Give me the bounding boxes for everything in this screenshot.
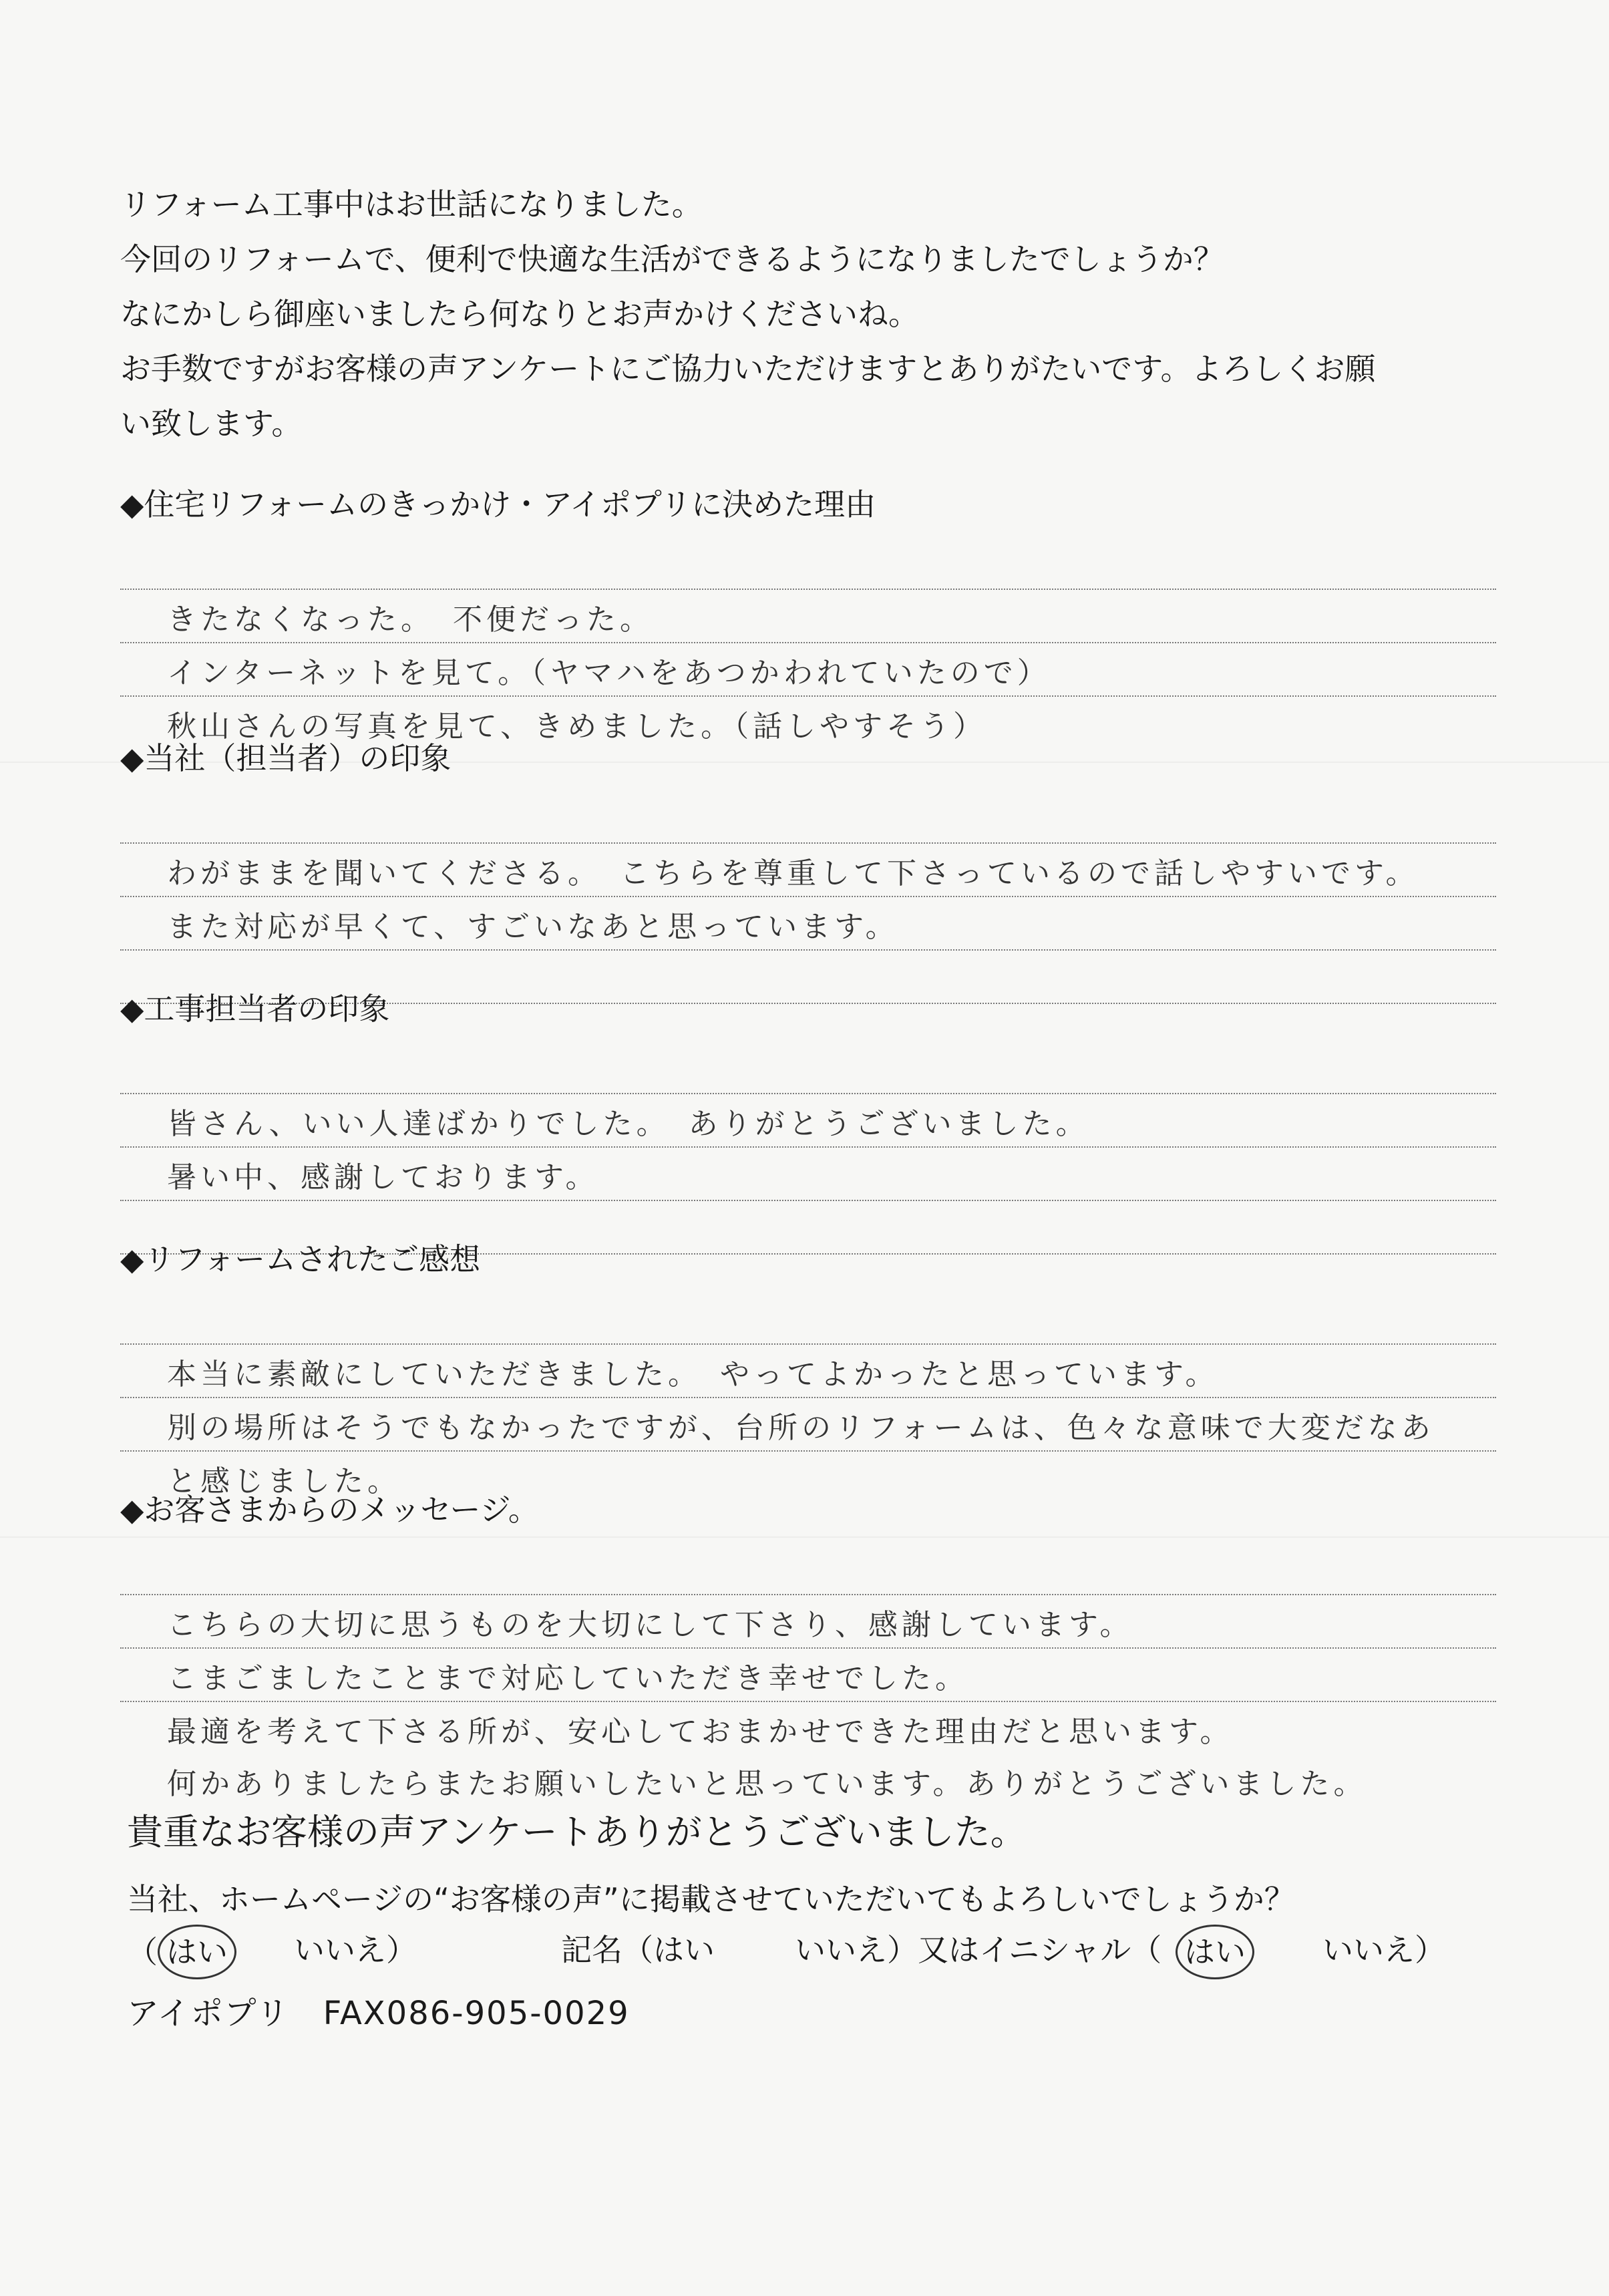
intro-line: い致します。 bbox=[120, 405, 303, 442]
answer-line bbox=[120, 844, 1496, 897]
answer-line bbox=[120, 1754, 1496, 1806]
answer-line bbox=[120, 536, 1496, 590]
answer-line bbox=[120, 1542, 1496, 1595]
intro-text bbox=[120, 177, 1489, 451]
section-reform-thoughts bbox=[120, 1239, 1496, 1504]
publish-no-choice[interactable]: いいえ） bbox=[294, 1932, 417, 1968]
section-heading: ◆リフォームされたご感想 bbox=[120, 1241, 481, 1277]
handwritten-answer: 別の場所はそうでもなかったですが、台所のリフォームは、色々な意味で大変だなあ bbox=[167, 1411, 1435, 1445]
answer-line bbox=[120, 1094, 1496, 1148]
answer-line bbox=[120, 897, 1496, 951]
handwritten-answer: 暑い中、感謝しております。 bbox=[167, 1160, 599, 1194]
intro-line: なにかしら御座いましたら何なりとお声かけくださいね。 bbox=[120, 296, 919, 332]
handwritten-answer: きたなくなった。 不便だった。 bbox=[167, 603, 653, 637]
company-fax-footer: アイポプリ FAX086-905-0029 bbox=[127, 1995, 630, 2032]
answer-line bbox=[120, 1649, 1496, 1702]
name-yes-choice[interactable]: 記名（はい bbox=[561, 1932, 715, 1968]
answer-line bbox=[120, 1291, 1496, 1345]
permission-choices bbox=[127, 1925, 1530, 1978]
intro-line: お手数ですがお客様の声アンケートにご協力いただけますとありがたいです。よろしくお願 bbox=[120, 351, 1376, 387]
answer-line bbox=[120, 1702, 1496, 1754]
handwritten-answer: こまごましたことまで対応していただき幸せでした。 bbox=[167, 1661, 968, 1695]
section-reason bbox=[120, 484, 1496, 749]
initial-yes-choice[interactable] bbox=[1176, 1925, 1254, 1979]
answer-line bbox=[120, 590, 1496, 643]
handwritten-answer: 最適を考えて下さる所が、安心しておまかせできた理由だと思います。 bbox=[167, 1715, 1234, 1749]
answer-line bbox=[120, 1041, 1496, 1094]
answer-line bbox=[120, 1345, 1496, 1398]
intro-line: リフォーム工事中はお世話になりました。 bbox=[120, 186, 703, 222]
handwritten-answer: インターネットを見て。（ヤマハをあつかわれていたので） bbox=[167, 656, 1051, 690]
handwritten-answer: 本当に素敵にしていただきました。 やってよかったと思っています。 bbox=[167, 1357, 1219, 1391]
handwritten-answer: 何かありましたらまたお願いしたいと思っています。ありがとうございました。 bbox=[167, 1767, 1367, 1801]
closing-message: 貴重なお客様の声アンケートありがとうございました。 bbox=[127, 1811, 1027, 1853]
section-construction-impression bbox=[120, 989, 1496, 1255]
section-customer-message bbox=[120, 1490, 1496, 1806]
handwritten-answer: わがままを聞いてくださる。 こちらを尊重して下さっているので話しやすいです。 bbox=[167, 856, 1419, 890]
initial-yes-circled: はい bbox=[1176, 1925, 1254, 1979]
section-heading: ◆工事担当者の印象 bbox=[120, 991, 390, 1027]
section-heading: ◆当社（担当者）の印象 bbox=[120, 740, 452, 776]
name-no-initial-label[interactable]: いいえ）又はイニシャル（ bbox=[795, 1932, 1162, 1968]
initial-no-choice[interactable]: いいえ） bbox=[1322, 1932, 1445, 1968]
section-company-impression bbox=[120, 738, 1496, 1004]
publish-yes-circled: はい bbox=[158, 1925, 236, 1979]
section-heading: ◆住宅リフォームのきっかけ・アイポプリに決めた理由 bbox=[120, 486, 876, 522]
handwritten-answer: 秋山さんの写真を見て、きめました。（話しやすそう） bbox=[167, 709, 987, 744]
handwritten-answer: また対応が早くて、すごいなあと思っています。 bbox=[167, 910, 899, 944]
answer-line bbox=[120, 1595, 1496, 1649]
answer-line bbox=[120, 1148, 1496, 1201]
intro-line: 今回のリフォームで、便利で快適な生活ができるようになりましたでしょうか？ bbox=[120, 241, 1224, 277]
handwritten-answer: 皆さん、いい人達ばかりでした。 ありがとうございました。 bbox=[167, 1107, 1089, 1141]
permission-question: 当社、ホームページの“お客様の声”に掲載させていただいてもよろしいでしょうか？ bbox=[127, 1881, 1295, 1917]
handwritten-answer: と感じました。 bbox=[167, 1464, 401, 1498]
publish-yes-choice[interactable]: （ はい bbox=[127, 1925, 236, 1979]
section-heading: ◆お客さまからのメッセージ。 bbox=[120, 1492, 539, 1528]
answer-line bbox=[120, 643, 1496, 697]
answer-line bbox=[120, 1398, 1496, 1452]
publication-permission bbox=[127, 1874, 1530, 1978]
handwritten-answer: こちらの大切に思うものを大切にして下さり、感謝しています。 bbox=[167, 1608, 1133, 1642]
answer-line bbox=[120, 790, 1496, 844]
